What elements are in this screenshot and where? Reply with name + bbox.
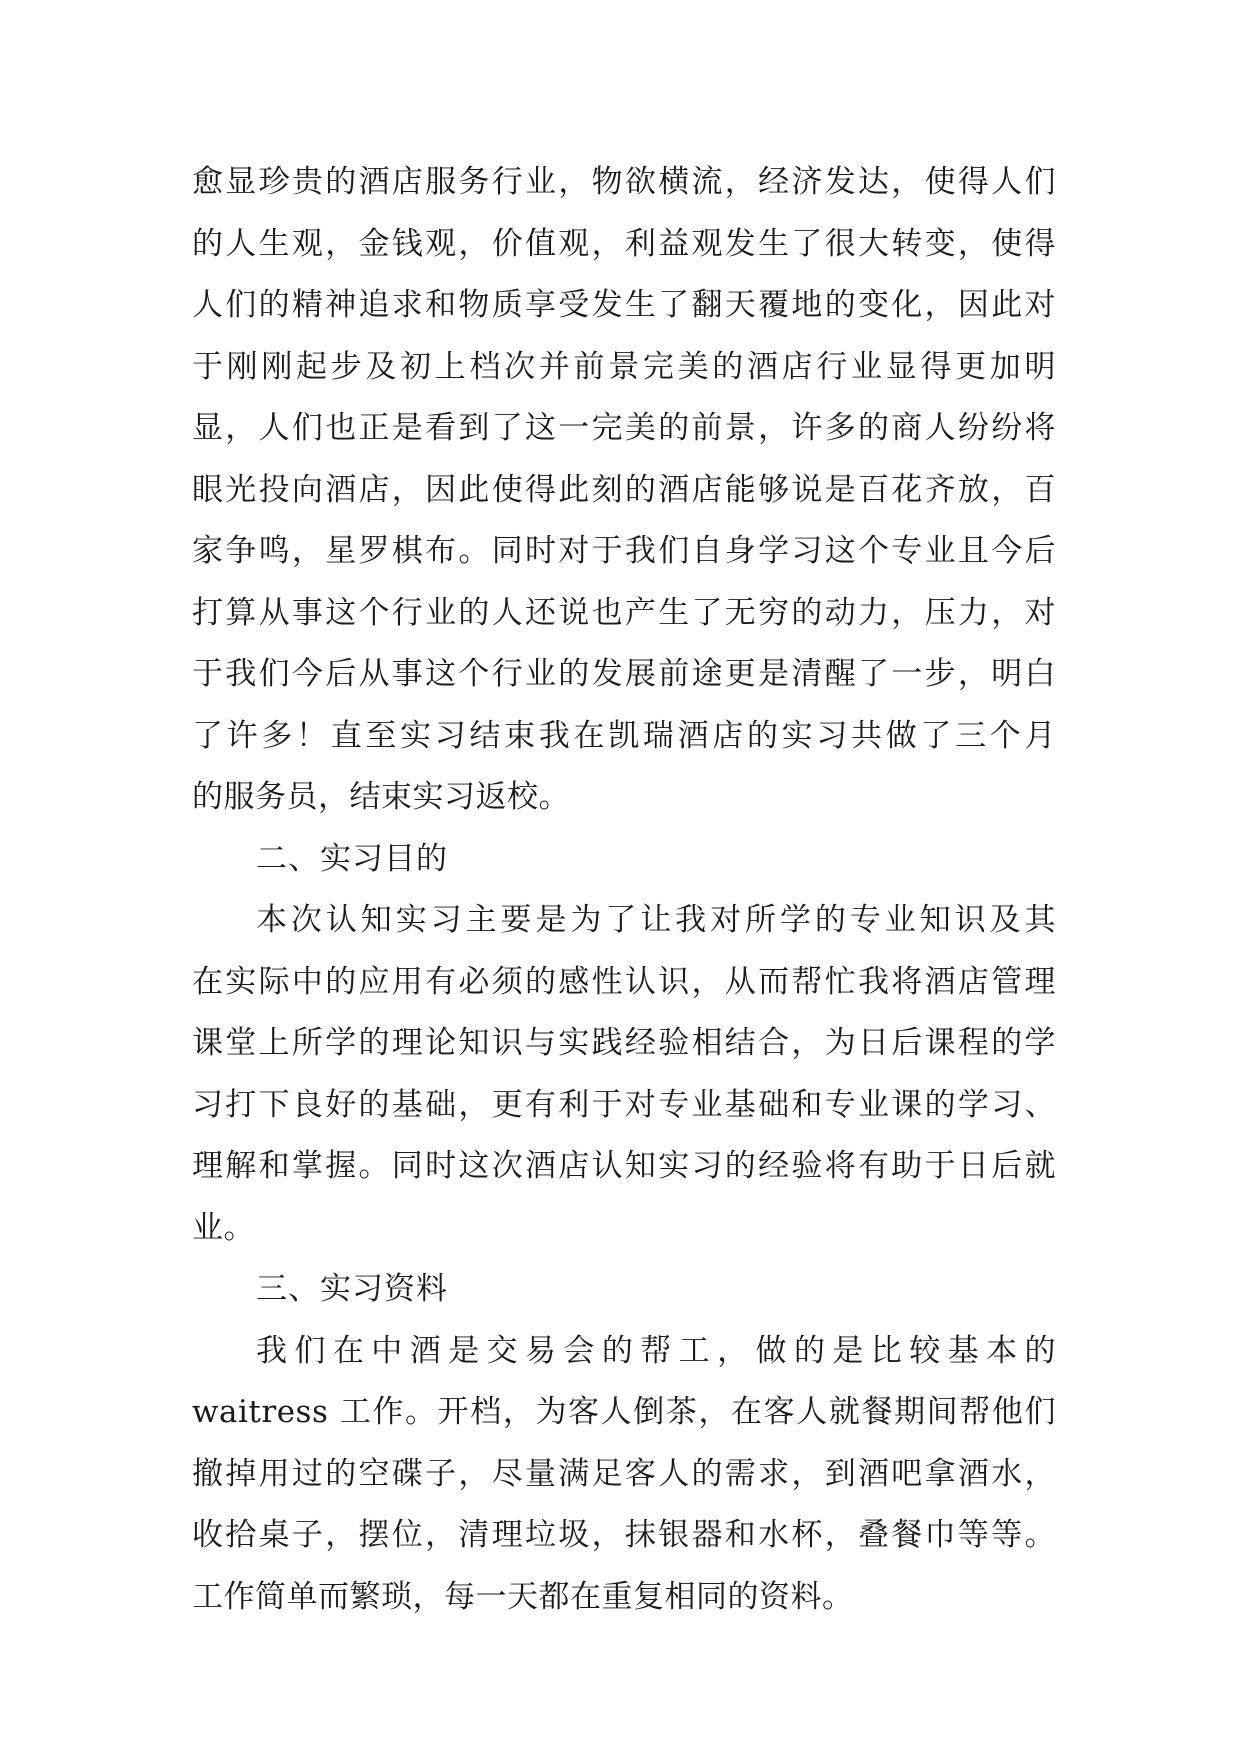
paragraph-line: 的服务员，结束实习返校。 [192,779,570,815]
paragraph-line: 显，人们也正是看到了这一完美的前景，许多的商人纷纷将 [192,410,1056,446]
paragraph-line: 撤掉用过的空碟子，尽量满足客人的需求，到酒吧拿酒水， [192,1455,1056,1492]
paragraph-line: 打算从事这个行业的人还说也产生了无穷的动力，压力，对 [192,594,1056,631]
paragraph-line: 了许多！直至实习结束我在凯瑞酒店的实习共做了三个月 [192,717,1056,754]
paragraph-line: 课堂上所学的理论知识与实践经验相结合，为日后课程的学 [192,1025,1056,1061]
purpose-paragraph [192,890,1056,1259]
paragraph-line: 在实际中的应用有必须的感性认识，从而帮忙我将酒店管理 [192,963,1056,1000]
content-paragraph [192,1321,1056,1629]
paragraph-line: 本次认知实习主要是为了让我对所学的专业知识及其 [256,902,1056,938]
paragraph-line: 于我们今后从事这个行业的发展前途更是清醒了一步，明白 [192,656,1056,692]
paragraph-line: 业。 [192,1209,255,1246]
paragraph-line: waitress 工作。开档，为客人倒茶，在客人就餐期间帮他们 [192,1394,1056,1430]
document-body [192,152,1056,1628]
paragraph-line: 家争鸣，星罗棋布。同时对于我们自身学习这个专业且今后 [192,533,1056,569]
section-heading-purpose: 二、实习目的 [256,840,448,877]
paragraph-line: 收拾桌子，摆位，清理垃圾，抹银器和水杯，叠餐巾等等。 [192,1517,1056,1553]
paragraph-line: 愈显珍贵的酒店服务行业，物欲横流，经济发达，使得人们 [192,164,1056,200]
paragraph-line: 工作简单而繁琐，每一天都在重复相同的资料。 [192,1578,854,1615]
paragraph-line: 习打下良好的基础，更有利于对专业基础和专业课的学习、 [192,1086,1056,1123]
paragraph-line: 人们的精神追求和物质享受发生了翻天覆地的变化，因此对 [192,287,1056,323]
paragraph-line: 眼光投向酒店，因此使得此刻的酒店能够说是百花齐放，百 [192,471,1056,508]
paragraph-line: 理解和掌握。同时这次酒店认知实习的经验将有助于日后就 [192,1148,1056,1184]
paragraph-line: 的人生观，金钱观，价值观，利益观发生了很大转变，使得 [192,225,1056,262]
intro-paragraph [192,152,1056,829]
paragraph-line: 于刚刚起步及初上档次并前景完美的酒店行业显得更加明 [192,348,1056,385]
paragraph-line: 我们在中酒是交易会的帮工，做的是比较基本的 [256,1332,1056,1369]
section-heading-content: 三、实习资料 [256,1271,448,1307]
